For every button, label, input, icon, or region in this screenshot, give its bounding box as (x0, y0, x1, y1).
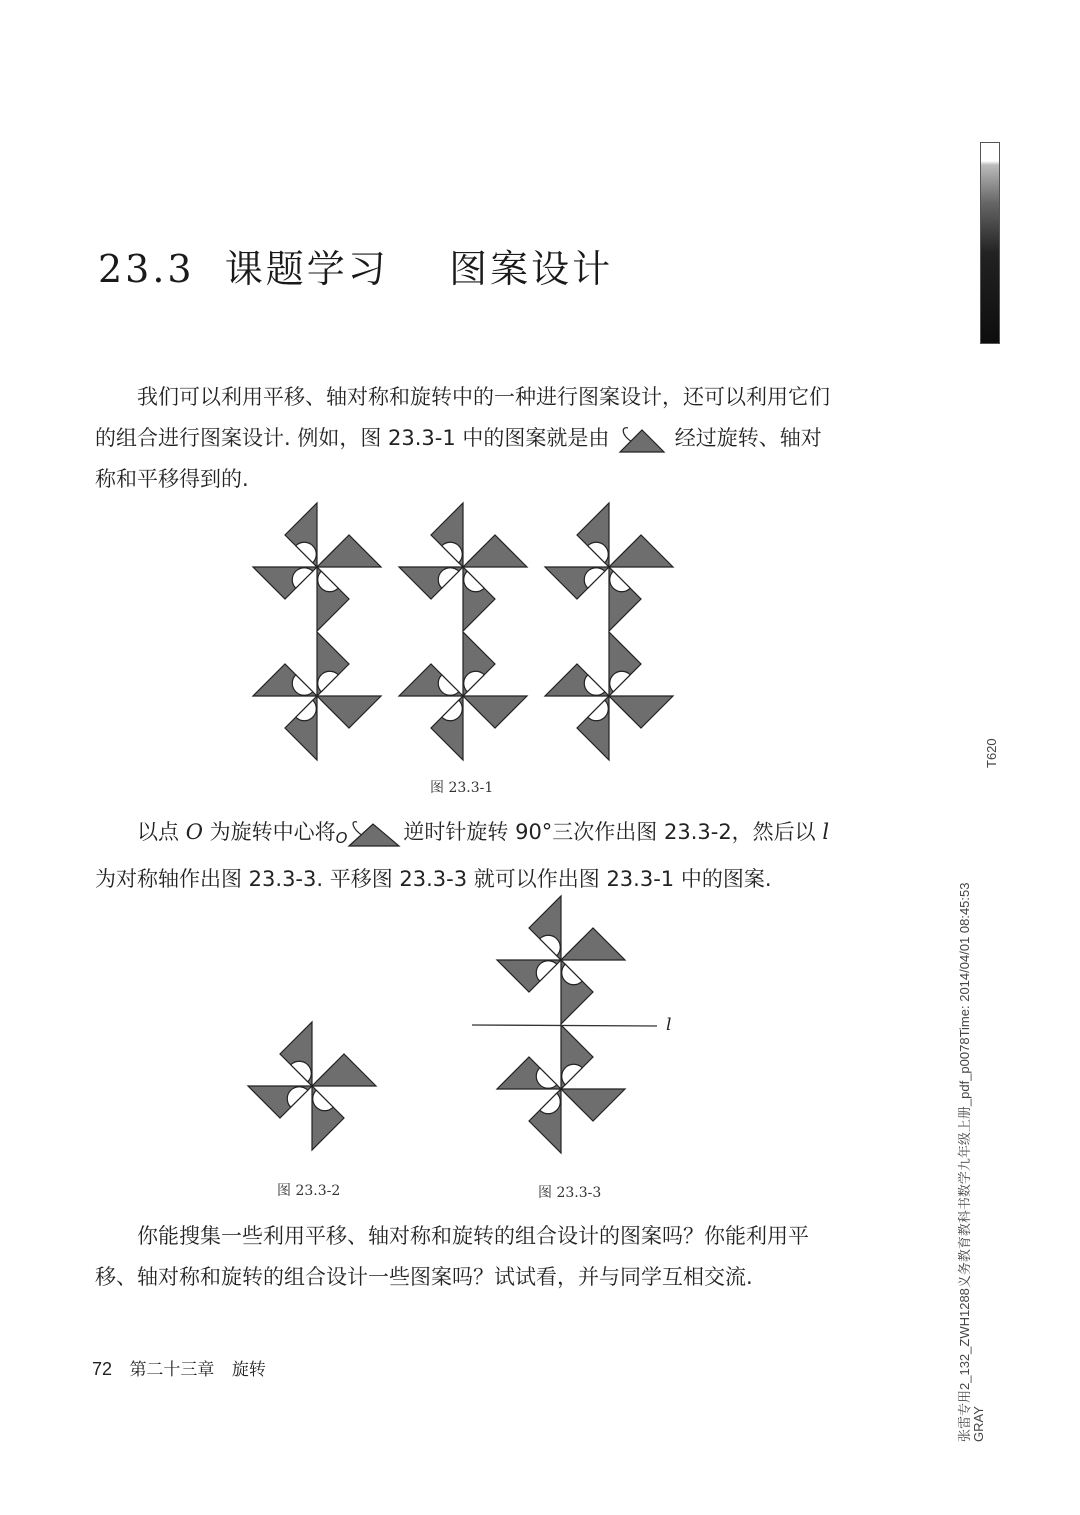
pinwheel (253, 632, 381, 760)
page-footer (92, 1355, 278, 1380)
axis-l-figure-label: l (666, 1015, 672, 1035)
pinwheel (399, 632, 527, 760)
pinwheel (253, 503, 381, 631)
scan-mode-line: GRAY (971, 1406, 986, 1442)
fig-23-3-2-caption: 图 23.3-2 (277, 1183, 341, 1199)
axis-l-label: l (822, 820, 830, 844)
fig-23-3-3-caption: 图 23.3-3 (538, 1185, 602, 1201)
pinwheel (497, 896, 625, 1024)
intro-text-b: 经过旋转、轴对称和平移得到的. (95, 426, 822, 491)
chapter-title: 旋转 (231, 1360, 266, 1380)
pinwheel-figures (248, 503, 673, 1153)
section-title: 23.3 课题学习 图案设计 (98, 247, 614, 291)
page-number: 72 (92, 1359, 113, 1379)
pinwheel (399, 503, 527, 631)
pinwheel (545, 632, 673, 760)
method-text-c: 逆时针旋转 90°三次作出图 23.3-2，然后以 (403, 820, 816, 844)
method-text-d: 为对称轴作出图 23.3-3. 平移图 23.3-3 就可以作出图 23.3-1 中的图案. (95, 867, 772, 891)
pinwheel (248, 1022, 376, 1150)
chapter-label: 第二十三章 (129, 1360, 215, 1380)
point-o-subscript: O (335, 829, 348, 847)
pinwheel (497, 1025, 625, 1153)
method-text-a: 以点 (137, 820, 179, 844)
intro-text-a: 我们可以利用平移、轴对称和旋转中的一种进行图案设计，还可以利用它们的组合进行图案设计. 例如，图 23.3-1 中的图案就是由 (95, 385, 830, 450)
point-o-label: O (185, 820, 203, 844)
method-text-b: 为旋转中心将 (209, 820, 336, 844)
symmetry-axis-line (472, 1025, 657, 1026)
scan-code-text: T620 (984, 738, 999, 768)
fig-23-3-1-caption: 图 23.3-1 (430, 780, 494, 796)
pinwheel (545, 503, 673, 631)
grayscale-calibration-bar (980, 142, 1000, 344)
question-text: 你能搜集一些利用平移、轴对称和旋转的组合设计的图案吗？你能利用平移、轴对称和旋转的组合设计一些图案吗？试试看，并与同学互相交流. (95, 1224, 809, 1289)
scan-info-text (958, 883, 986, 1443)
scan-info-line: 张雷专用2_132_ZWH1288义务教育教科书数学九年级上册_pdf_p0078Time: 2014/04/01 08:45:53 (957, 882, 972, 1442)
